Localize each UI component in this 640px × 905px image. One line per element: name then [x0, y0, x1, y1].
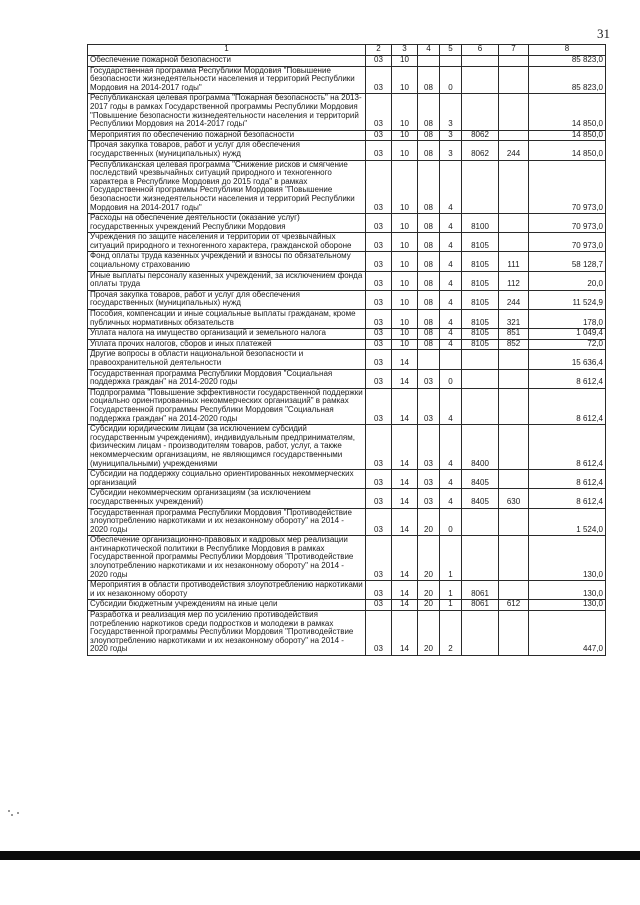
code-section: 03	[366, 611, 392, 656]
code-article: 8105	[462, 290, 499, 309]
row-amount: 130,0	[529, 600, 606, 611]
code-article	[462, 611, 499, 656]
code-section: 03	[366, 369, 392, 388]
table-row	[88, 470, 606, 489]
row-description: Другие вопросы в области национальной безопасности и правоохранительной деятельности	[88, 350, 366, 369]
row-description: Разработка и реализация мер по усилению противодействия потреблению наркотиков среди подростков и молодежи в рамках Государственной программы Республики Мордовия "Противодействие злоупотреблению наркотиками и их незаконному обороту" на 2014 - 2020 годы	[88, 611, 366, 656]
code-section: 03	[366, 56, 392, 67]
code-subprogram	[440, 56, 462, 67]
code-subsection: 10	[392, 290, 418, 309]
table-row	[88, 600, 606, 611]
code-subprogram: 3	[440, 130, 462, 141]
row-description: Прочая закупка товаров, работ и услуг для обеспечения государственных (муниципальных) нужд	[88, 141, 366, 160]
code-subprogram: 0	[440, 508, 462, 536]
table-row	[88, 489, 606, 508]
code-program: 03	[418, 489, 440, 508]
table-row	[88, 350, 606, 369]
code-article: 8100	[462, 214, 499, 233]
code-subsection: 10	[392, 130, 418, 141]
code-subprogram: 3	[440, 141, 462, 160]
code-expense-type	[499, 388, 529, 424]
code-section: 03	[366, 160, 392, 214]
code-section: 03	[366, 233, 392, 252]
code-subsection: 10	[392, 56, 418, 67]
row-amount: 130,0	[529, 581, 606, 600]
code-subsection: 14	[392, 536, 418, 581]
code-subsection: 10	[392, 214, 418, 233]
row-amount: 8 612,4	[529, 470, 606, 489]
code-expense-type: 851	[499, 329, 529, 340]
code-subprogram: 4	[440, 214, 462, 233]
column-header: 3	[392, 45, 418, 56]
row-amount: 72,0	[529, 339, 606, 350]
code-article: 8062	[462, 141, 499, 160]
code-section: 03	[366, 388, 392, 424]
table-row	[88, 611, 606, 656]
code-section: 03	[366, 600, 392, 611]
code-subsection: 14	[392, 425, 418, 470]
row-amount: 447,0	[529, 611, 606, 656]
table-row	[88, 271, 606, 290]
code-expense-type: 244	[499, 290, 529, 309]
row-amount: 8 612,4	[529, 489, 606, 508]
code-subprogram: 4	[440, 470, 462, 489]
code-program: 08	[418, 271, 440, 290]
code-program: 20	[418, 536, 440, 581]
code-section: 03	[366, 271, 392, 290]
row-description: Мероприятия в области противодействия злоупотреблению наркотиками и их незаконному обороту	[88, 581, 366, 600]
table-row	[88, 233, 606, 252]
code-expense-type	[499, 369, 529, 388]
budget-table	[87, 44, 606, 656]
code-article	[462, 66, 499, 94]
code-subsection: 14	[392, 350, 418, 369]
table-row	[88, 388, 606, 424]
row-description: Подпрограмма "Повышение эффективности государственной поддержки социально ориентированных некоммерческих организаций" в рамках Государственной программы Республики Мордовия "Социальная поддержка граждан" на 2014-2020 годы	[88, 388, 366, 424]
code-article: 8105	[462, 310, 499, 329]
code-program: 08	[418, 94, 440, 130]
code-expense-type: 630	[499, 489, 529, 508]
code-expense-type: 612	[499, 600, 529, 611]
table-row	[88, 536, 606, 581]
row-amount: 15 636,4	[529, 350, 606, 369]
code-program: 08	[418, 141, 440, 160]
code-article: 8105	[462, 252, 499, 271]
code-expense-type: 244	[499, 141, 529, 160]
code-expense-type	[499, 160, 529, 214]
code-expense-type	[499, 425, 529, 470]
code-subprogram: 4	[440, 310, 462, 329]
code-section: 03	[366, 339, 392, 350]
column-header: 1	[88, 45, 366, 56]
code-program: 20	[418, 600, 440, 611]
row-description: Республиканская целевая программа "Пожарная безопасность" на 2013-2017 годы в рамках Государственной программы Республики Мордовия "Повышение безопасности жизнедеятельности населения и территорий Республики Мордовия на 2014-2017 годы"	[88, 94, 366, 130]
row-description: Обеспечение пожарной безопасности	[88, 56, 366, 67]
code-program	[418, 56, 440, 67]
table-row	[88, 66, 606, 94]
code-subsection: 14	[392, 369, 418, 388]
code-article: 8405	[462, 489, 499, 508]
table-header-row	[88, 45, 606, 56]
code-expense-type	[499, 233, 529, 252]
code-program	[418, 350, 440, 369]
code-article: 8061	[462, 600, 499, 611]
code-article	[462, 508, 499, 536]
code-section: 03	[366, 310, 392, 329]
code-subprogram: 1	[440, 600, 462, 611]
row-amount: 14 850,0	[529, 130, 606, 141]
code-program: 20	[418, 581, 440, 600]
code-program: 08	[418, 310, 440, 329]
row-description: Субсидии бюджетным учреждениям на иные цели	[88, 600, 366, 611]
code-subsection: 14	[392, 489, 418, 508]
code-program: 08	[418, 160, 440, 214]
row-amount: 130,0	[529, 536, 606, 581]
code-program: 08	[418, 130, 440, 141]
code-subprogram: 4	[440, 339, 462, 350]
row-amount: 20,0	[529, 271, 606, 290]
code-expense-type: 852	[499, 339, 529, 350]
table-row	[88, 369, 606, 388]
code-section: 03	[366, 252, 392, 271]
column-header: 7	[499, 45, 529, 56]
code-program: 08	[418, 290, 440, 309]
code-section: 03	[366, 508, 392, 536]
code-program: 03	[418, 470, 440, 489]
code-subprogram: 0	[440, 369, 462, 388]
code-subsection: 14	[392, 470, 418, 489]
table-row	[88, 290, 606, 309]
code-subsection: 10	[392, 271, 418, 290]
row-amount: 70 973,0	[529, 233, 606, 252]
code-expense-type: 111	[499, 252, 529, 271]
code-section: 03	[366, 489, 392, 508]
code-article	[462, 350, 499, 369]
code-subsection: 10	[392, 329, 418, 340]
code-program: 08	[418, 252, 440, 271]
code-section: 03	[366, 425, 392, 470]
code-subsection: 10	[392, 141, 418, 160]
row-description: Государственная программа Республики Мордовия "Социальная поддержка граждан" на 2014-2020 годы	[88, 369, 366, 388]
code-article	[462, 56, 499, 67]
code-subprogram: 4	[440, 233, 462, 252]
row-description: Субсидии юридическим лицам (за исключением субсидий государственным учреждениям), индивидуальным предпринимателям, физическим лицам - производителям товаров, работ, услуг, а также некоммерческим организациям, не являющимся государственными (муниципальными) учреждениями	[88, 425, 366, 470]
code-article: 8105	[462, 339, 499, 350]
code-program: 03	[418, 388, 440, 424]
column-header: 8	[529, 45, 606, 56]
row-description: Расходы на обеспечение деятельности (оказание услуг) государственных учреждений Республики Мордовия	[88, 214, 366, 233]
row-amount: 1 049,4	[529, 329, 606, 340]
code-expense-type	[499, 56, 529, 67]
code-subsection: 10	[392, 339, 418, 350]
code-article	[462, 388, 499, 424]
table-row	[88, 94, 606, 130]
table-row	[88, 339, 606, 350]
row-amount: 14 850,0	[529, 94, 606, 130]
table-row	[88, 581, 606, 600]
code-subsection: 10	[392, 160, 418, 214]
code-article: 8105	[462, 329, 499, 340]
table-row	[88, 56, 606, 67]
row-amount: 11 524,9	[529, 290, 606, 309]
code-program: 03	[418, 369, 440, 388]
code-article: 8062	[462, 130, 499, 141]
code-subsection: 10	[392, 66, 418, 94]
code-section: 03	[366, 470, 392, 489]
code-expense-type	[499, 536, 529, 581]
code-subsection: 14	[392, 388, 418, 424]
table-row	[88, 252, 606, 271]
row-description: Иные выплаты персоналу казенных учреждений, за исключением фонда оплаты труда	[88, 271, 366, 290]
code-subsection: 14	[392, 508, 418, 536]
code-subprogram: 4	[440, 252, 462, 271]
row-description: Уплата налога на имущество организаций и земельного налога	[88, 329, 366, 340]
code-expense-type	[499, 214, 529, 233]
row-description: Пособия, компенсации и иные социальные выплаты гражданам, кроме публичных нормативных обязательств	[88, 310, 366, 329]
column-header: 4	[418, 45, 440, 56]
code-subprogram: 4	[440, 290, 462, 309]
row-amount: 85 823,0	[529, 66, 606, 94]
row-amount: 178,0	[529, 310, 606, 329]
table-row	[88, 214, 606, 233]
code-article: 8105	[462, 233, 499, 252]
code-subsection: 10	[392, 310, 418, 329]
code-section: 03	[366, 290, 392, 309]
code-program: 20	[418, 508, 440, 536]
code-subprogram: 2	[440, 611, 462, 656]
column-header: 5	[440, 45, 462, 56]
code-subsection: 10	[392, 252, 418, 271]
code-section: 03	[366, 94, 392, 130]
table-row	[88, 425, 606, 470]
code-program: 03	[418, 425, 440, 470]
row-amount: 8 612,4	[529, 425, 606, 470]
row-description: Субсидии некоммерческим организациям (за исключением государственных учреждений)	[88, 489, 366, 508]
column-header: 6	[462, 45, 499, 56]
code-section: 03	[366, 329, 392, 340]
code-article	[462, 369, 499, 388]
row-description: Субсидии на поддержку социально ориентированных некоммерческих организаций	[88, 470, 366, 489]
code-program: 20	[418, 611, 440, 656]
code-section: 03	[366, 130, 392, 141]
code-expense-type	[499, 66, 529, 94]
row-amount: 70 973,0	[529, 160, 606, 214]
code-program: 08	[418, 66, 440, 94]
row-description: Обеспечение организационно-правовых и кадровых мер реализации антинаркотической политики в Республике Мордовия в рамках Государственной программы Республики Мордовия "Противодействие злоупотреблению наркотиками и их незаконному обороту" на 2014 - 2020 годы	[88, 536, 366, 581]
table-row	[88, 130, 606, 141]
code-expense-type	[499, 130, 529, 141]
code-subprogram: 4	[440, 489, 462, 508]
row-amount: 8 612,4	[529, 369, 606, 388]
code-program: 08	[418, 339, 440, 350]
code-subsection: 10	[392, 233, 418, 252]
code-subprogram: 3	[440, 94, 462, 130]
code-program: 08	[418, 214, 440, 233]
code-expense-type: 321	[499, 310, 529, 329]
code-section: 03	[366, 350, 392, 369]
code-subsection: 10	[392, 94, 418, 130]
code-program: 08	[418, 233, 440, 252]
code-subprogram: 1	[440, 536, 462, 581]
code-program: 08	[418, 329, 440, 340]
code-subsection: 14	[392, 600, 418, 611]
code-subprogram: 4	[440, 388, 462, 424]
table-row	[88, 141, 606, 160]
code-expense-type	[499, 94, 529, 130]
code-subprogram	[440, 350, 462, 369]
page-number: 31	[597, 26, 610, 41]
row-description: Государственная программа Республики Мордовия "Повышение безопасности жизнедеятельности населения и территорий Республики Мордовия на 2014-2017 годы"	[88, 66, 366, 94]
code-subprogram: 4	[440, 329, 462, 340]
code-article: 8105	[462, 271, 499, 290]
code-expense-type	[499, 470, 529, 489]
column-header: 2	[366, 45, 392, 56]
code-subsection: 14	[392, 581, 418, 600]
table-row	[88, 160, 606, 214]
code-expense-type	[499, 508, 529, 536]
row-amount: 70 973,0	[529, 214, 606, 233]
row-description: Фонд оплаты труда казенных учреждений и взносы по обязательному социальному страхованию	[88, 252, 366, 271]
code-article	[462, 160, 499, 214]
code-subprogram: 0	[440, 66, 462, 94]
row-amount: 85 823,0	[529, 56, 606, 67]
code-expense-type	[499, 581, 529, 600]
row-description: Уплата прочих налогов, сборов и иных платежей	[88, 339, 366, 350]
row-amount: 58 128,7	[529, 252, 606, 271]
row-description: Мероприятия по обеспечению пожарной безопасности	[88, 130, 366, 141]
code-article	[462, 94, 499, 130]
code-article	[462, 536, 499, 581]
code-expense-type: 112	[499, 271, 529, 290]
code-section: 03	[366, 66, 392, 94]
scan-border-bar	[0, 851, 640, 860]
row-description: Государственная программа Республики Мордовия "Противодействие злоупотреблению наркотиками и их незаконному обороту" на 2014 - 2020 годы	[88, 508, 366, 536]
table-row	[88, 310, 606, 329]
row-description: Учреждения по защите населения и территории от чрезвычайных ситуаций природного и техногенного характера, гражданской обороне	[88, 233, 366, 252]
row-description: Прочая закупка товаров, работ и услуг для обеспечения государственных (муниципальных) нужд	[88, 290, 366, 309]
code-article: 8061	[462, 581, 499, 600]
code-section: 03	[366, 581, 392, 600]
code-expense-type	[499, 611, 529, 656]
code-section: 03	[366, 536, 392, 581]
code-subprogram: 4	[440, 271, 462, 290]
row-amount: 14 850,0	[529, 141, 606, 160]
code-section: 03	[366, 141, 392, 160]
code-section: 03	[366, 214, 392, 233]
table-row	[88, 508, 606, 536]
code-expense-type	[499, 350, 529, 369]
code-article: 8400	[462, 425, 499, 470]
code-subsection: 14	[392, 611, 418, 656]
row-amount: 8 612,4	[529, 388, 606, 424]
code-article: 8405	[462, 470, 499, 489]
code-subprogram: 4	[440, 160, 462, 214]
code-subprogram: 4	[440, 425, 462, 470]
row-description: Республиканская целевая программа "Снижение рисков и смягчение последствий чрезвычайных ситуаций природного и техногенного характера в Республике Мордовия до 2015 года" в рамках Государственной программы Республики Мордовия "Повышение безопасности жизнедеятельности населения и территорий Республики Мордовия на 2014-2017 годы"	[88, 160, 366, 214]
code-subprogram: 1	[440, 581, 462, 600]
table-row	[88, 329, 606, 340]
row-amount: 1 524,0	[529, 508, 606, 536]
